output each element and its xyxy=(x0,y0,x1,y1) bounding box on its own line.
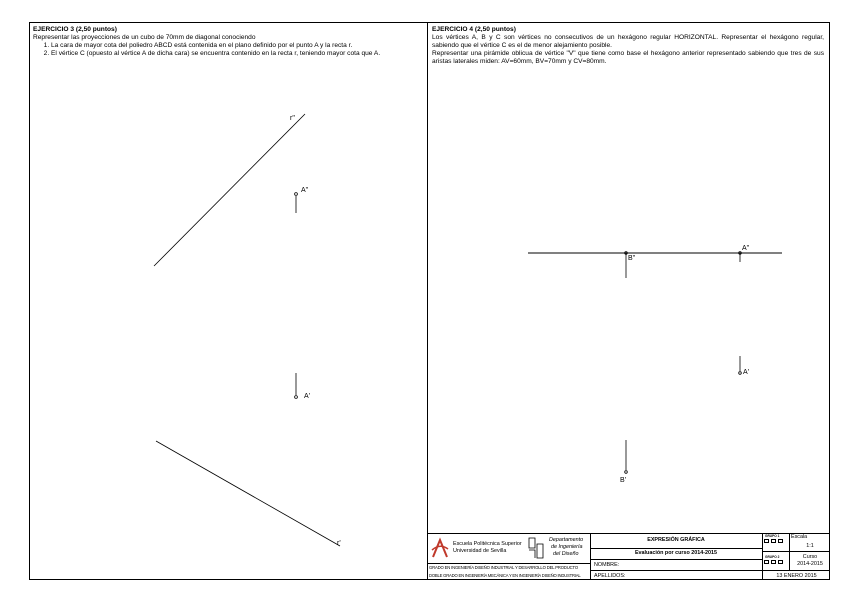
school-name: Escuela Politécnica Superior xyxy=(453,541,522,547)
exercise-4-paragraph-2: Representar una pirámide oblicua de vértice "V" que tiene como base el hexágono anterior representado sabiendo que tres de sus aristas laterales miden: AV=60mm, BV=70mm y CV=80mm. xyxy=(432,50,824,65)
department-line-1: Departamento xyxy=(549,537,584,543)
exercise-4-title: EJERCICIO 4 (2,50 puntos) xyxy=(432,26,516,33)
department-logo-icon xyxy=(526,536,546,560)
group-1-label: GRUPO 1 xyxy=(765,534,780,538)
line-r-horizontal-projection xyxy=(156,441,340,546)
group-1-box-a[interactable] xyxy=(764,539,769,543)
exercise-3-intro: Representar las proyecciones de un cubo de 70mm de diagonal conociendo xyxy=(33,34,256,41)
point-a-horizontal-ex4 xyxy=(739,372,742,375)
title-block xyxy=(427,533,830,580)
scale-value: 1:1 xyxy=(806,543,814,549)
label-a-vertical: A" xyxy=(301,187,309,194)
university-name: Universidad de Sevilla xyxy=(453,548,507,554)
department-line-3: del Diseño xyxy=(553,551,579,557)
label-a-horizontal-ex4: A' xyxy=(743,369,750,376)
label-r-vertical: r" xyxy=(290,115,295,122)
course-label: Curso xyxy=(802,554,818,560)
group-2-label: GRUPO 2 xyxy=(765,555,780,559)
group-2-box-b[interactable] xyxy=(771,560,776,564)
evaluation-title: Evaluación por curso 2014-2015 xyxy=(634,550,718,556)
surname-label: APELLIDOS: xyxy=(594,573,626,579)
point-b-horizontal xyxy=(625,471,628,474)
group-1-box-c[interactable] xyxy=(778,539,783,543)
exercise-4-paragraph-1: Los vértices A, B y C son vértices no consecutivos de un hexágono regular HORIZONTAL. Representar el hexágono regular, sabiendo que el vértice C es el de menor alejamiento posible. xyxy=(432,34,824,49)
exam-date: 13 ENERO 2015 xyxy=(776,573,817,579)
point-a-vertical xyxy=(295,193,298,196)
scale-label: Escala xyxy=(791,534,808,540)
exercise-3-item-1: 1. La cara de mayor cota del poliedro ABCD está contenida en el plano definido por el punto A y la recta r. xyxy=(51,42,423,50)
course-value: 2014-2015 xyxy=(797,561,823,567)
degree-line-2: DOBLE GRADO EN INGENIERÍA MECÁNICA Y EN INGENIERÍA DISEÑO INDUSTRIAL xyxy=(429,573,581,578)
exercise-3-item-2: 2. El vértice C (opuesto al vértice A de dicha cara) se encuentra contenido en la recta r, teniendo mayor cota que A. xyxy=(51,50,423,58)
group-1-box-b[interactable] xyxy=(771,539,776,543)
label-r-horizontal: r' xyxy=(337,540,341,547)
school-logo-icon xyxy=(431,537,449,559)
name-label: NOMBRE: xyxy=(594,562,620,568)
group-2-box-c[interactable] xyxy=(778,560,783,564)
group-2-box-a[interactable] xyxy=(764,560,769,564)
degree-line-1: GRADO EN INGENIERÍA DISEÑO INDUSTRIAL Y DESARROLLO DEL PRODUCTO xyxy=(429,565,578,570)
label-b-horizontal: B' xyxy=(620,477,627,484)
department-line-2: de Ingeniería xyxy=(551,544,583,550)
exercise-3-title: EJERCICIO 3 (2,50 puntos) xyxy=(33,26,117,33)
label-b-vertical: B" xyxy=(628,255,636,262)
point-a-horizontal xyxy=(295,396,298,399)
subject-title: EXPRESIÓN GRÁFICA xyxy=(647,537,705,543)
line-r-vertical-projection xyxy=(154,114,305,266)
label-a-vertical-ex4: A" xyxy=(742,245,750,252)
label-a-horizontal: A' xyxy=(304,393,311,400)
